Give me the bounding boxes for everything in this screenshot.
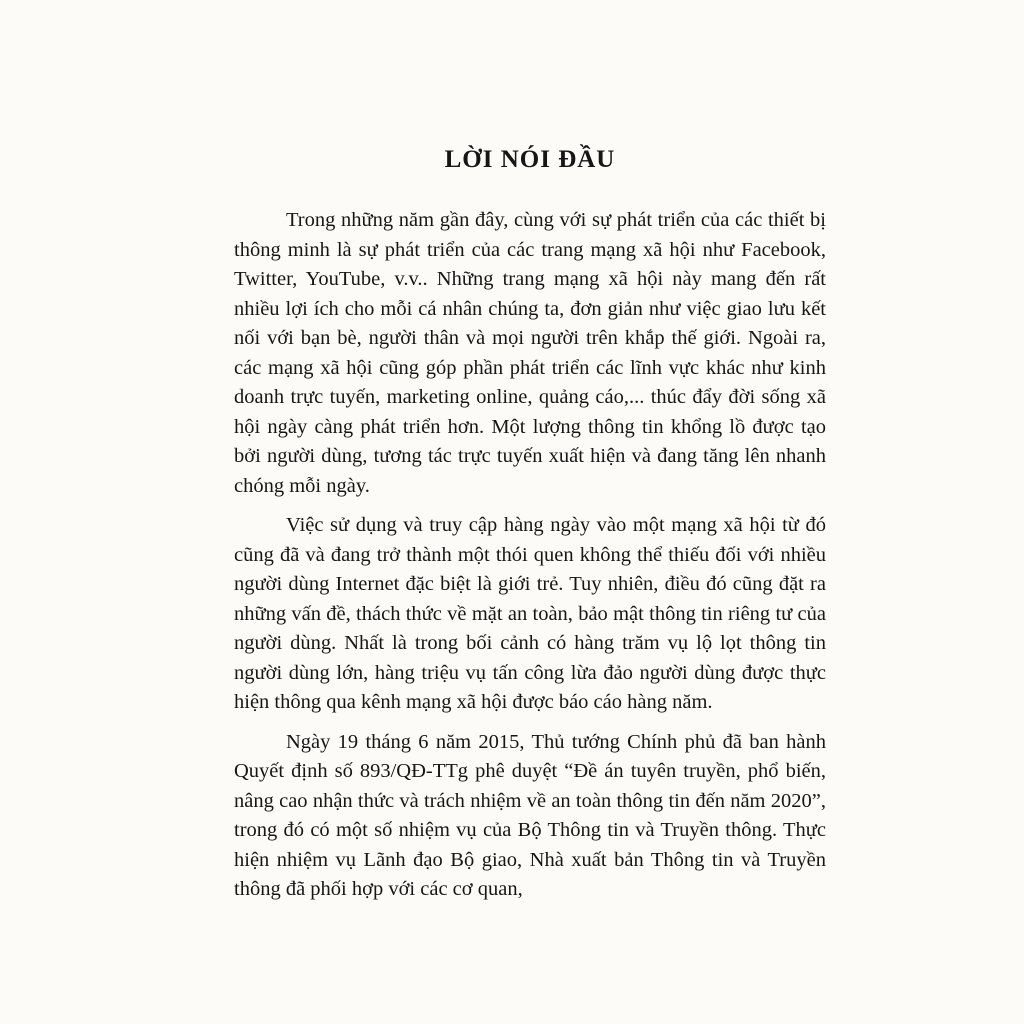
paragraph-1: Trong những năm gần đây, cùng với sự phát triển của các thiết bị thông minh là sự phát triển của các trang mạng xã hội như Facebook, Twitter, YouTube, v.v.. Những trang mạng xã hội này mang đến rất nhiều lợi ích cho mỗi cá nhân chúng ta, đơn giản như việc giao lưu kết nối với bạn bè, người thân và mọi người trên khắp thế giới. Ngoài ra, các mạng xã hội cũng góp phần phát triển các lĩnh vực khác như kinh doanh trực tuyến, marketing online, quảng cáo,... thúc đẩy đời sống xã hội ngày càng phát triển hơn. Một lượng thông tin khổng lồ được tạo bởi người dùng, tương tác trực tuyến xuất hiện và đang tăng lên nhanh chóng mỗi ngày. xyxy=(234,209,826,497)
page-content xyxy=(234,140,826,915)
paragraph-2: Việc sử dụng và truy cập hàng ngày vào một mạng xã hội từ đó cũng đã và đang trở thành một thói quen không thể thiếu đối với nhiều người dùng Internet đặc biệt là giới trẻ. Tuy nhiên, điều đó cũng đặt ra những vấn đề, thách thức về mặt an toàn, bảo mật thông tin riêng tư của người dùng. Nhất là trong bối cảnh có hàng trăm vụ lộ lọt thông tin người dùng lớn, hàng triệu vụ tấn công lừa đảo người dùng được thực hiện thông qua kênh mạng xã hội được báo cáo hàng năm. xyxy=(234,514,826,713)
page-title: LỜI NÓI ĐẦU xyxy=(444,146,616,173)
paragraph-3: Ngày 19 tháng 6 năm 2015, Thủ tướng Chính phủ đã ban hành Quyết định số 893/QĐ-TTg phê duyệt “Đề án tuyên truyền, phổ biến, nâng cao nhận thức và trách nhiệm về an toàn thông tin đến năm 2020”, trong đó có một số nhiệm vụ của Bộ Thông tin và Truyền thông. Thực hiện nhiệm vụ Lãnh đạo Bộ giao, Nhà xuất bản Thông tin và Truyền thông đã phối hợp với các cơ quan, xyxy=(234,730,826,900)
